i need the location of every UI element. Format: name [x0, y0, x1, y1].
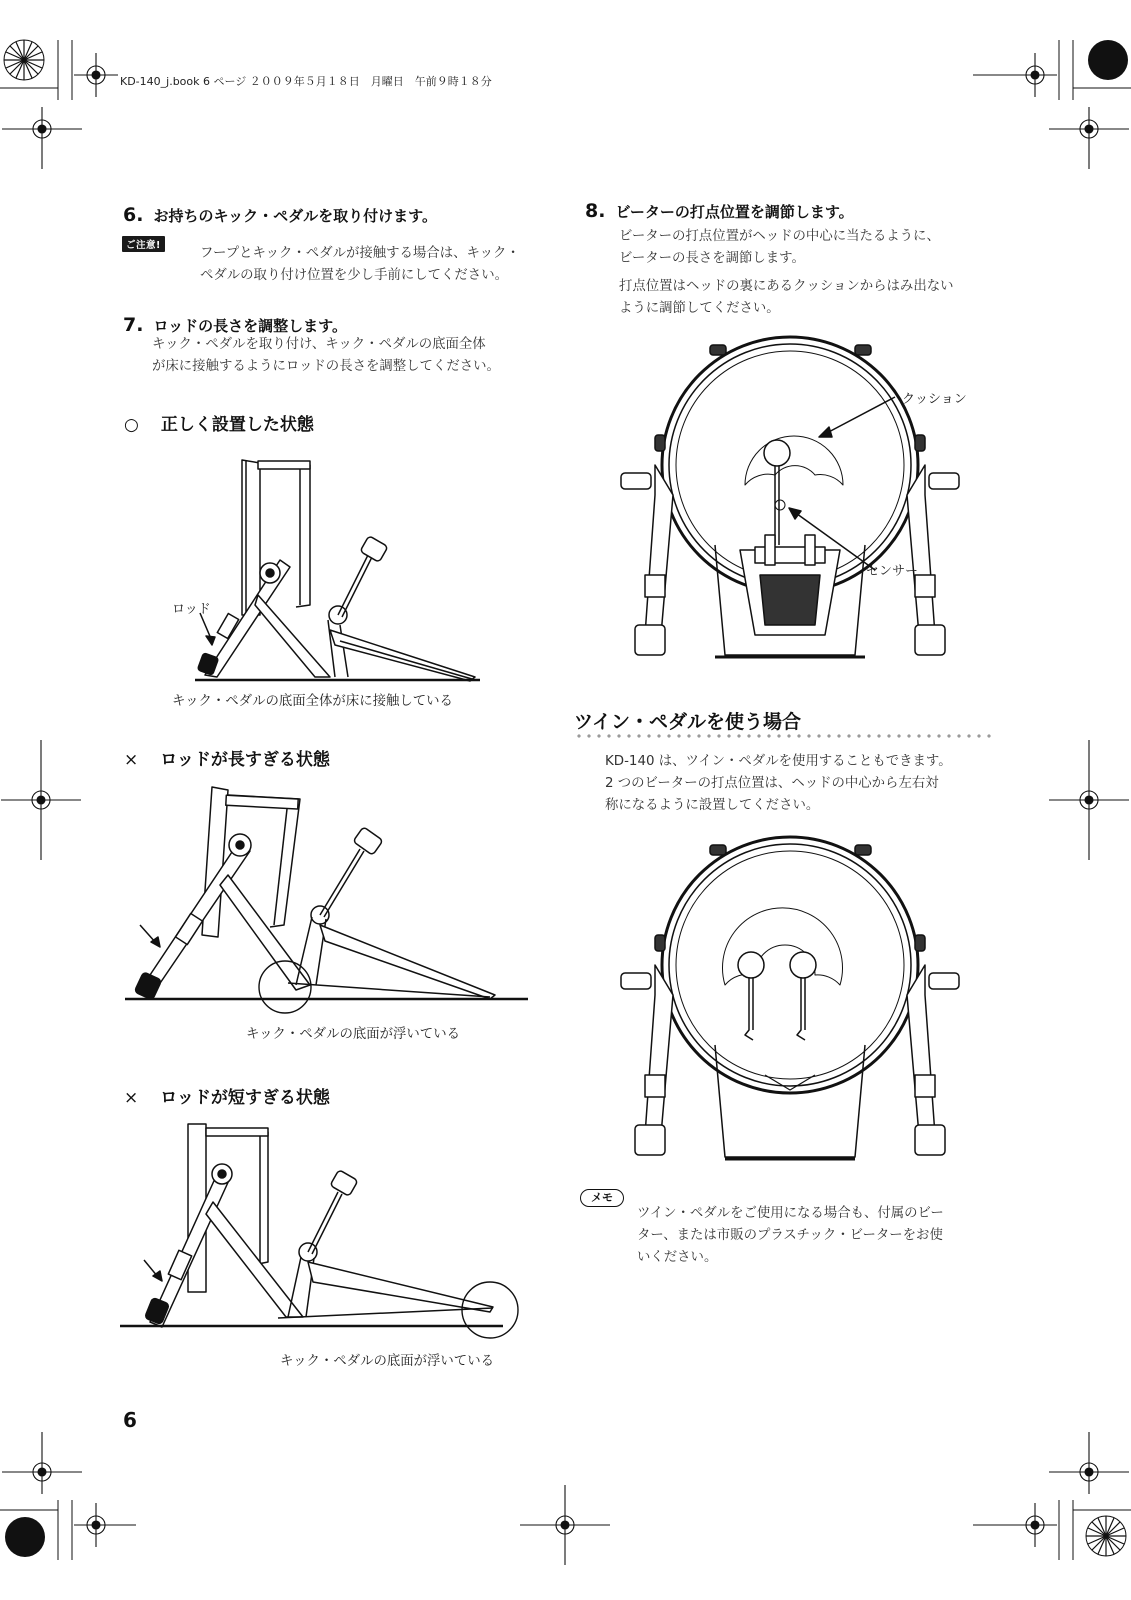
- figure-drum-single-beater: [615, 335, 995, 675]
- step-6-number: 6.: [123, 204, 144, 226]
- incorrect-mark: ×: [124, 750, 139, 770]
- sensor-label: センサー: [866, 564, 919, 579]
- twin-pedal-heading: ツイン・ペダルを使う場合: [574, 711, 802, 733]
- incorrect-mark: ×: [124, 1088, 139, 1108]
- case-correct-heading: [124, 410, 314, 435]
- caution-badge: ご注意!: [122, 236, 165, 252]
- twin-pedal-text: [605, 751, 952, 817]
- figure-correct-installation: [160, 455, 520, 695]
- starburst-mark-top-left: [4, 40, 44, 80]
- twin-pedal-line: 2 つのビーターの打点位置は、ヘッドの中心から左右対: [605, 776, 939, 791]
- step-6-heading: [123, 204, 437, 226]
- page-number: 6: [123, 1408, 137, 1432]
- starburst-mark-bottom-right: [1086, 1516, 1126, 1556]
- case-rod-too-short-heading: [124, 1083, 330, 1108]
- step-8-line: ビーターの打点位置がヘッドの中心に当たるように、: [619, 229, 940, 244]
- step-8-title: ビーターの打点位置を調節します。: [615, 203, 854, 221]
- step-7-title: ロッドの長さを調整します。: [153, 317, 347, 335]
- figure-rod-too-short: [118, 1122, 528, 1352]
- memo-badge: メモ: [580, 1189, 624, 1207]
- step-6-title: お持ちのキック・ペダルを取り付けます。: [153, 207, 437, 225]
- caution-text: [200, 243, 520, 287]
- correct-mark: ○: [124, 415, 139, 435]
- twin-pedal-line: KD-140 は、ツイン・ペダルを使用することもできます。: [605, 754, 952, 769]
- memo-line: ツイン・ペダルをご使用になる場合も、付属のビー: [637, 1206, 944, 1221]
- step-8-text: [619, 226, 954, 320]
- figure-drum-twin-beaters: [615, 835, 995, 1175]
- memo-text: [637, 1203, 944, 1269]
- case-rod-too-long-heading: [124, 745, 330, 770]
- figure-rod-too-long: [120, 785, 530, 1015]
- caution-line: フープとキック・ペダルが接触する場合は、キック・: [200, 246, 520, 261]
- caution-line: ペダルの取り付け位置を少し手前にしてください。: [200, 268, 508, 283]
- memo-line: いください。: [637, 1250, 718, 1265]
- case-rod-too-short-caption: キック・ペダルの底面が浮いている: [280, 1354, 494, 1369]
- section-divider: [574, 733, 994, 739]
- print-header: KD-140_j.book 6 ページ ２００９年５月１８日 月曜日 午前９時１８分: [120, 75, 492, 88]
- rod-label: ロッド: [172, 602, 211, 617]
- twin-pedal-line: 称になるように設置してください。: [605, 798, 820, 813]
- case-rod-too-long-title: ロッドが長すぎる状態: [160, 750, 330, 770]
- step-8-heading: [585, 200, 854, 222]
- case-rod-too-short-title: ロッドが短すぎる状態: [160, 1088, 330, 1108]
- case-rod-too-long-caption: キック・ペダルの底面が浮いている: [246, 1027, 460, 1042]
- memo-line: ター、または市販のプラスチック・ビーターをお使: [637, 1228, 943, 1243]
- solid-circle-mark-top-right: [1088, 40, 1128, 80]
- step-7-text: [152, 334, 500, 378]
- step-7-number: 7.: [123, 314, 144, 336]
- step-8-line: ように調節してください。: [619, 301, 780, 316]
- step-7-line: が床に接触するようにロッドの長さを調整してください。: [152, 359, 500, 374]
- case-correct-title: 正しく設置した状態: [160, 415, 314, 435]
- case-correct-caption: キック・ペダルの底面全体が床に接触している: [172, 694, 453, 709]
- step-8-line: 打点位置はヘッドの裏にあるクッションからはみ出ない: [619, 279, 954, 294]
- step-7-heading: [123, 314, 347, 336]
- step-8-line: ビーターの長さを調節します。: [619, 251, 805, 266]
- step-8-number: 8.: [585, 200, 606, 222]
- step-7-line: キック・ペダルを取り付け、キック・ペダルの底面全体: [152, 337, 486, 352]
- solid-circle-mark-bottom-left: [5, 1517, 45, 1557]
- cushion-label: クッション: [902, 392, 967, 407]
